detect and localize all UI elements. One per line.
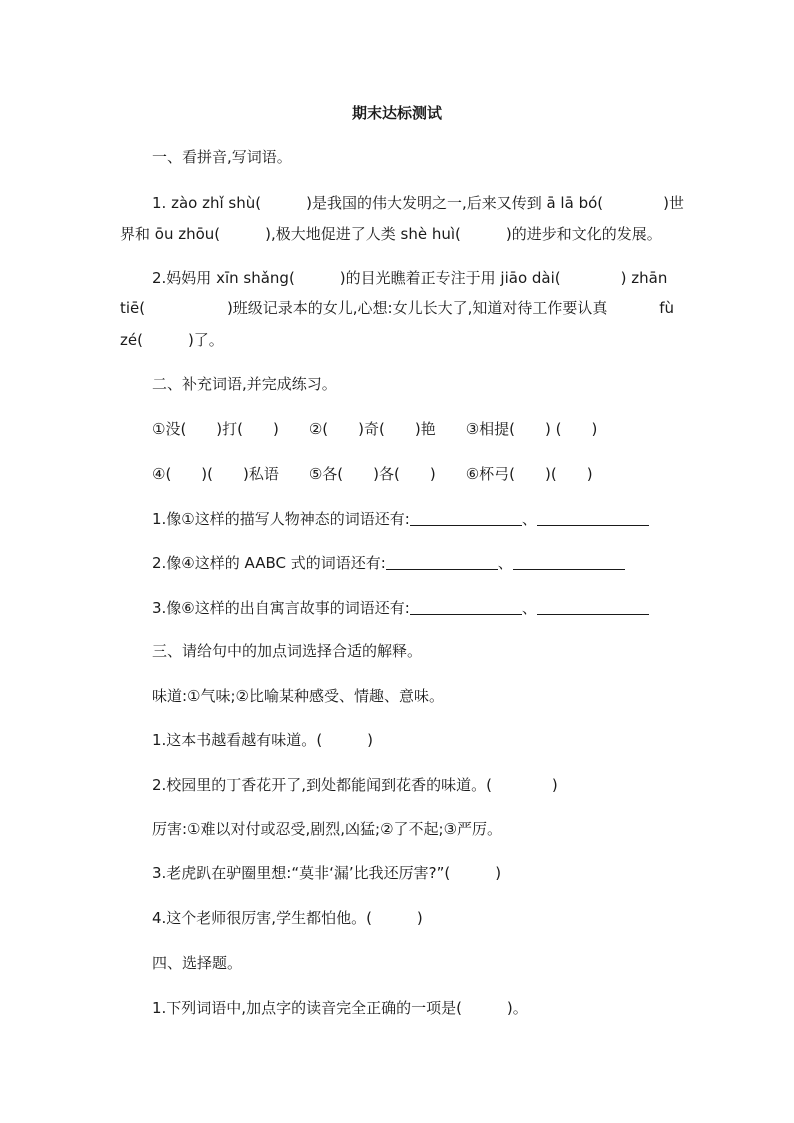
- sec1-q2-line2-part1: tiē(: [120, 299, 146, 317]
- sec1-q2-line1: 2.妈妈用 xīn shǎng( )的目光瞧着正专注于用 jiāo dài( ) zhān: [152, 269, 668, 287]
- separator: 、: [497, 554, 513, 572]
- separator: 、: [521, 510, 537, 528]
- answer-blank[interactable]: [537, 600, 649, 615]
- idiom-row-2: ④( )( )私语 ⑤各( )各( ) ⑥杯弓( )( ): [152, 465, 593, 483]
- sec2-q3: [152, 598, 649, 618]
- sec2-q3-text: 3.像⑥这样的出自寓言故事的词语还有:: [152, 599, 410, 617]
- answer-blank[interactable]: [386, 555, 498, 570]
- answer-blank[interactable]: [513, 555, 625, 570]
- section-3-heading: 三、请给句中的加点词选择合适的解释。: [152, 642, 423, 660]
- section-2-heading: 二、补充词语,并完成练习。: [152, 375, 337, 393]
- answer-blank[interactable]: [410, 600, 522, 615]
- separator: 、: [521, 599, 537, 617]
- page-title: 期末达标测试: [351, 104, 442, 122]
- definition-weidao: 味道:①气味;②比喻某种感受、情趣、意味。: [152, 687, 445, 705]
- sec1-q2-line2-part3: fù: [659, 299, 674, 317]
- sec1-q2-line2-part2: )班级记录本的女儿,心想:女儿长大了,知道对待工作要认真: [196, 299, 608, 317]
- sec2-q2-text: 2.像④这样的 AABC 式的词语还有:: [152, 554, 386, 572]
- sec1-q1-line1: 1. zào zhǐ shù( )是我国的伟大发明之一,后来又传到 ā lā bó( )世: [152, 194, 684, 212]
- sec3-q2: 2.校园里的丁香花开了,到处都能闻到花香的味道。( ): [152, 776, 558, 794]
- sec1-q2-line2: [120, 298, 674, 318]
- idiom-row-1: ①没( )打( ) ②( )奇( )艳 ③相提( ) ( ): [152, 420, 598, 438]
- sec1-q1-line2: 界和 ōu zhōu( ),极大地促进了人类 shè huì( )的进步和文化的发展。: [120, 225, 662, 243]
- sec1-q2-line3: zé( )了。: [120, 331, 224, 349]
- sec3-q3: 3.老虎趴在驴圈里想:“莫非‘漏’比我还厉害?”( ): [152, 864, 502, 882]
- sec2-q1: [152, 509, 649, 529]
- sec3-q1: 1.这本书越看越有味道。( ): [152, 731, 374, 749]
- section-1-heading: 一、看拼音,写词语。: [152, 148, 292, 166]
- definition-lihai: 厉害:①难以对付或忍受,剧烈,凶猛;②了不起;③严厉。: [152, 820, 503, 838]
- sec2-q2: [152, 553, 625, 573]
- answer-blank[interactable]: [537, 511, 649, 526]
- sec4-q1: 1.下列词语中,加点字的读音完全正确的一项是( )。: [152, 999, 528, 1017]
- section-4-heading: 四、选择题。: [152, 954, 243, 972]
- sec3-q4: 4.这个老师很厉害,学生都怕他。( ): [152, 909, 423, 927]
- answer-blank[interactable]: [410, 511, 522, 526]
- sec2-q1-text: 1.像①这样的描写人物神态的词语还有:: [152, 510, 410, 528]
